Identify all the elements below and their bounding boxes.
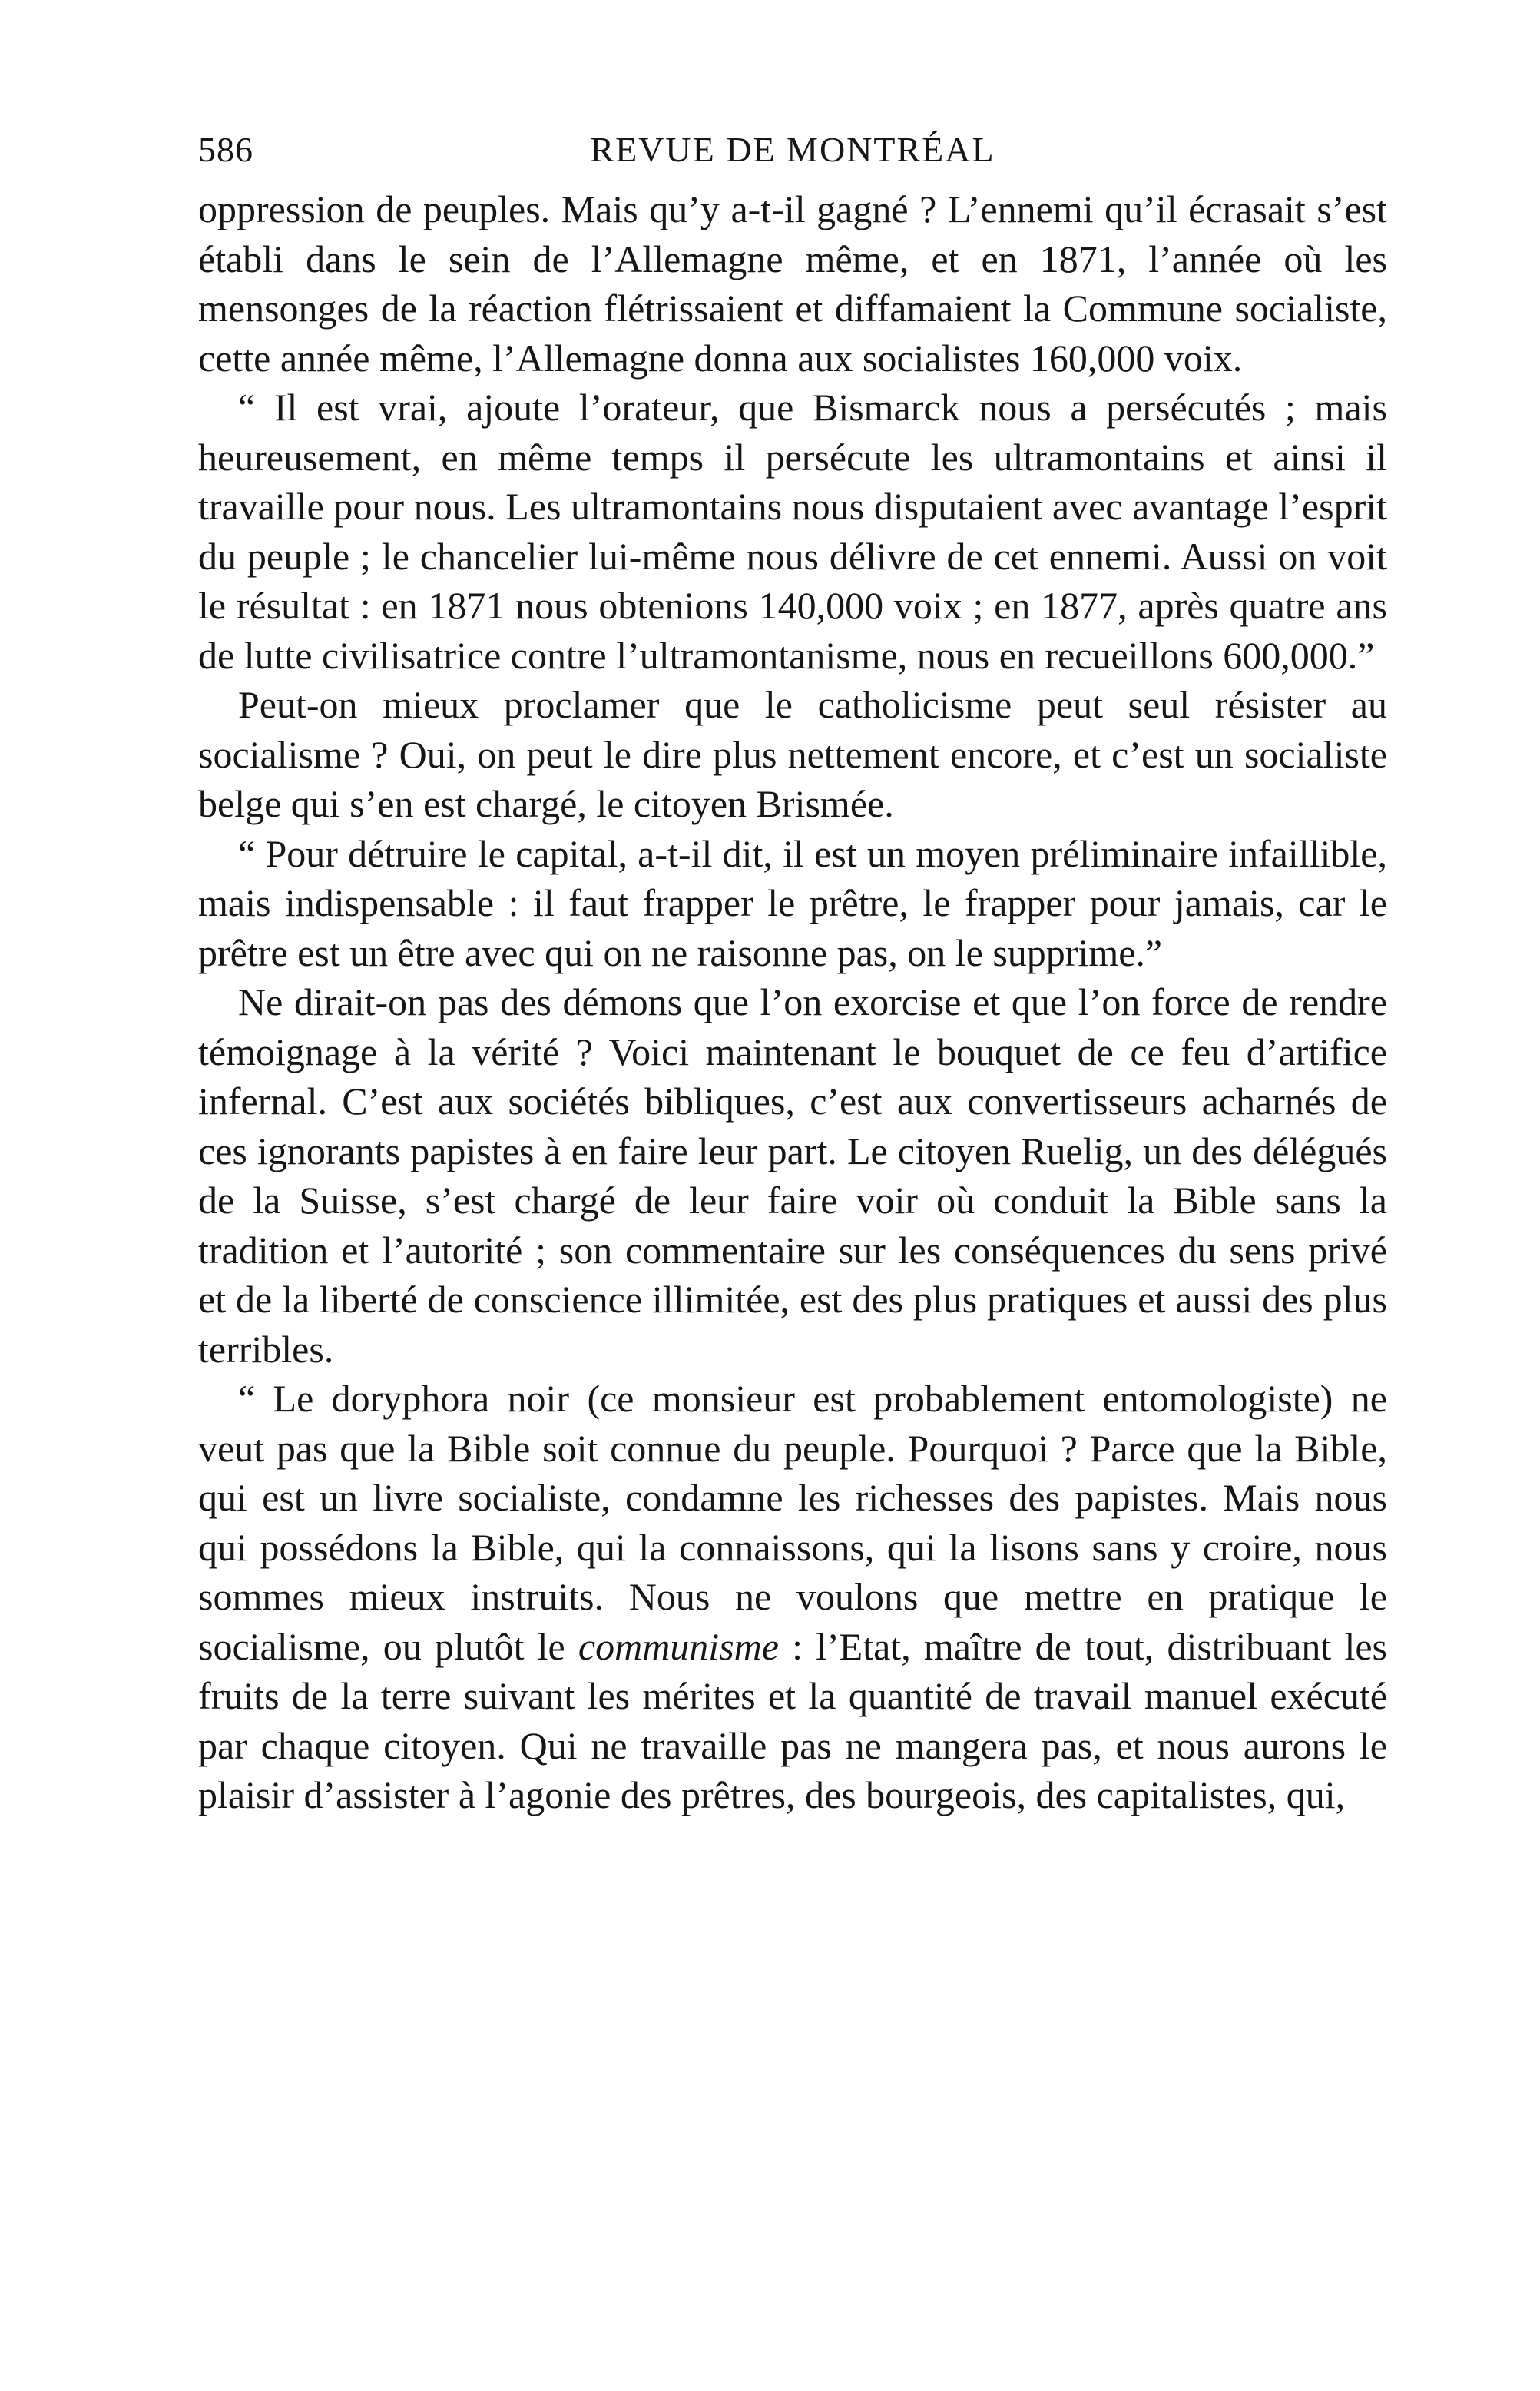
body-text	[198, 184, 1387, 1820]
running-title: REVUE DE MONTRÉAL	[590, 130, 995, 169]
paragraph-6-text-after: : l’Etat, maître de tout, distribuant les fruits de la terre suivant les mérites et la quantité de travail manuel exécuté par chaque citoyen. Qui ne travaille pas ne mangera pas, et nous aurons le plaisir d’assister à l’agonie des prêtres, des bourgeois, des capitalistes, qui,	[198, 1624, 1387, 1816]
page-number: 586	[198, 130, 253, 169]
paragraph-1: oppression de peuples. Mais qu’y a-t-il gagné ? L’ennemi qu’il écrasait s’est établi dans le sein de l’Allemagne même, et en 1871, l’année où les mensonges de la réaction flétrissaient et diffamaient la Commune socialiste, cette année même, l’Allemagne donna aux socialistes 160,000 voix.	[198, 187, 1387, 380]
page-header	[198, 115, 1387, 184]
emphasis-communisme: communisme	[578, 1624, 779, 1668]
paragraph-6-text-before: “ Le doryphora noir (ce monsieur est probablement entomologiste) ne veut pas que la Bible soit connue du peuple. Pourquoi ? Parce que la Bible, qui est un livre socialiste, condamne les richesses des papistes. Mais nous qui possédons la Bible, qui la connaissons, qui la lisons sans y croire, nous sommes mieux instruits. Nous ne voulons que mettre en pratique le socialisme, ou plutôt le	[198, 1377, 1387, 1668]
book-page	[198, 115, 1387, 1820]
paragraph-6	[198, 1374, 1387, 1820]
paragraph-3: Peut-on mieux proclamer que le catholicisme peut seul résister au socialisme ? Oui, on peut le dire plus nettement encore, et c’est un socialiste belge qui s’en est chargé, le citoyen Brismée.	[198, 683, 1387, 825]
paragraph-2: “ Il est vrai, ajoute l’orateur, que Bismarck nous a persécutés ; mais heureusement, en même temps il persécute les ultramontains et ainsi il travaille pour nous. Les ultramontains nous disputaient avec avantage l’esprit du peuple ; le chancelier lui-même nous délivre de cet ennemi. Aussi on voit le résultat : en 1871 nous obtenions 140,000 voix ; en 1877, après quatre ans de lutte civilisatrice contre l’ultramontanisme, nous en recueillons 600,000.”	[198, 386, 1387, 677]
paragraph-4: “ Pour détruire le capital, a-t-il dit, il est un moyen préliminaire infaillible, mais indispensable : il faut frapper le prêtre, le frapper pour jamais, car le prêtre est un être avec qui on ne raisonne pas, on le supprime.”	[198, 831, 1387, 974]
paragraph-5: Ne dirait-on pas des démons que l’on exorcise et que l’on force de rendre témoignage à la vérité ? Voici maintenant le bouquet de ce feu d’artifice infernal. C’est aux sociétés bibliques, c’est aux convertisseurs acharnés de ces ignorants papistes à en faire leur part. Le citoyen Ruelig, un des délégués de la Suisse, s’est chargé de leur faire voir où conduit la Bible sans la tradition et l’autorité ; son commentaire sur les conséquences du sens privé et de la liberté de conscience illimitée, est des plus pratiques et aussi des plus terribles.	[198, 980, 1387, 1371]
